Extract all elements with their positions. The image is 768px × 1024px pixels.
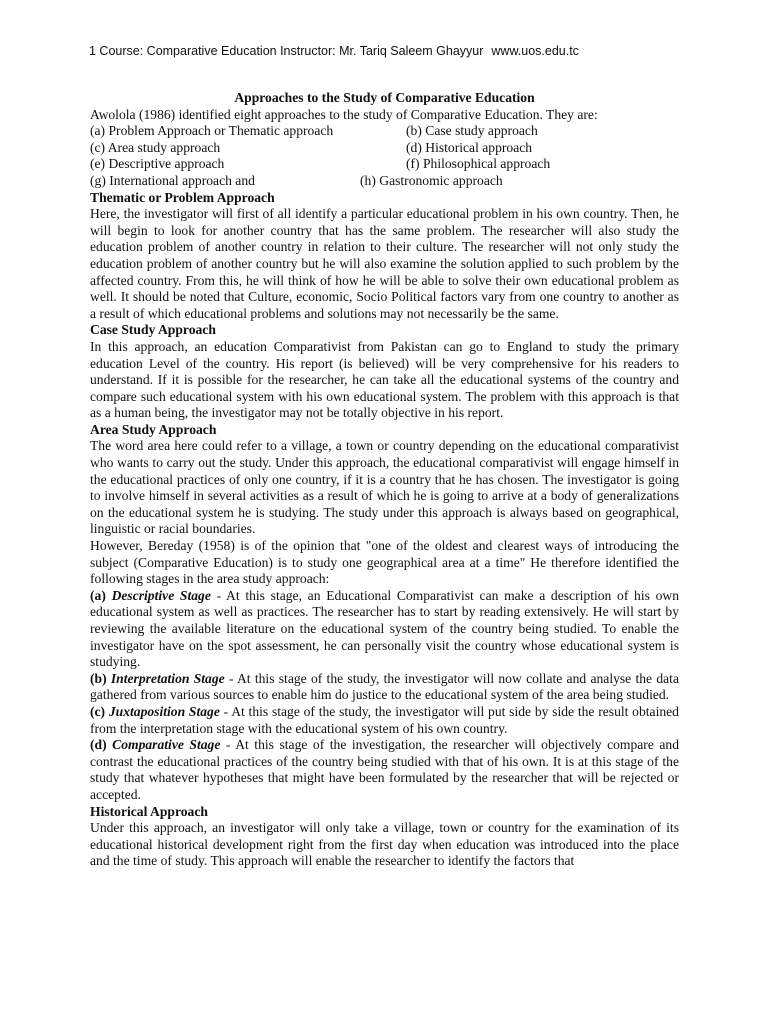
approach-item: (c) Area study approach [90, 139, 221, 155]
stage-paragraph-interpretation [90, 671, 679, 704]
historical-paragraph: Under this approach, an investigator will only take a village, town or country for the examination of its educational historical development right from the first day when education was introduced into the place and the time of study. This approach will enable the researcher to identify the factors that [90, 820, 679, 869]
stage-label: (d) [90, 737, 107, 753]
area-study-paragraph: The word area here could refer to a village, a town or country depending on the educational comparativist who wants to carry out the study. Under this approach, the educational comparativist will engage himself in the educational practices of only one country, if it is a country that he has chosen. The investigator is going to involve himself in several activities as a result of which he is going to arrive at a body of generalizations on the educational system he is studying. The study under this approach is always based on geographical, linguistic or racial boundaries. [90, 438, 679, 537]
bereday-paragraph: However, Bereday (1958) is of the opinion that "one of the oldest and clearest ways of introducing the subject (Comparative Education) is to study one geographical area at a time" He therefore identified the following stages in the area study approach: [90, 538, 679, 587]
stage-text: - At this stage of the study, the investigator will put side by side the result obtained from the interpretation stage with the educational system of his own country. [90, 703, 679, 736]
page-header [89, 44, 579, 58]
stage-text: - At this stage of the study, the investigator will now collate and analyse the data gathered from various sources to enable him do justice to the educational system of the area being studied. [90, 670, 679, 703]
stage-paragraph-juxtaposition [90, 704, 679, 737]
document-body [90, 90, 679, 870]
approach-item: (f) Philosophical approach [406, 156, 551, 172]
approaches-list-last-row [90, 173, 679, 190]
approach-item: (e) Descriptive approach [90, 156, 225, 172]
stage-name: Descriptive Stage [111, 587, 211, 603]
stage-label: (a) [90, 587, 106, 603]
stage-label: (c) [90, 703, 106, 719]
section-heading-area-study: Area Study Approach [90, 421, 217, 437]
approaches-list [90, 123, 679, 173]
document-title: Approaches to the Study of Comparative Education [234, 90, 535, 105]
approach-item: (d) Historical approach [406, 139, 533, 155]
section-heading-historical: Historical Approach [90, 803, 208, 819]
stage-name: Interpretation Stage [110, 670, 225, 686]
approach-item: (g) International approach and [90, 172, 255, 188]
stage-paragraph-comparative [90, 737, 679, 803]
intro-paragraph: Awolola (1986) identified eight approaches to the study of Comparative Education. They are: [90, 106, 598, 122]
stage-label: (b) [90, 670, 107, 686]
thematic-paragraph: Here, the investigator will first of all identify a particular educational problem in his own country. Then, he will begin to look for another country that has the same problem. The researcher will also study the education problem of another country in relation to their culture. The researcher will not only study the education problem of another country but he will also examine the solution applied to such problem by the affected country. From this, he will think of how he will be able to solve their own educational problem as well. It should be noted that Culture, economic, Socio Political factors vary from one country to another as a result of which educational problems and solutions may not necessarily be the same. [90, 206, 679, 321]
approach-item: (a) Problem Approach or Thematic approach [90, 123, 334, 139]
approach-item: (h) Gastronomic approach [360, 172, 503, 188]
section-heading-case-study: Case Study Approach [90, 322, 216, 338]
stage-paragraph-descriptive [90, 588, 679, 671]
stage-name: Juxtaposition Stage [108, 703, 220, 719]
stage-name: Comparative Stage [112, 737, 221, 753]
course-header-text: 1 Course: Comparative Education Instructor: Mr. Tariq Saleem Ghayyur [89, 44, 484, 58]
stage-text: - At this stage of the investigation, the researcher will objectively compare and contrast the educational practices of the country being studied with that of his own. It is at this stage of the study that whatever hypotheses that might have been formulated by the researcher that will be rejected or accepted. [90, 737, 680, 802]
approach-item: (b) Case study approach [406, 123, 538, 139]
stage-text: - At this stage, an Educational Comparativist can make a description of his own educational system as well as practices. The researcher has to start by reading extensively. He will start by reviewing the available literature on the educational system of the country being studied. To enable the investigator have on the spot assessment, he can personally visit the country whose educational system is studying. [90, 587, 680, 670]
website-link[interactable]: www.uos.edu.tc [491, 44, 579, 58]
section-heading-thematic: Thematic or Problem Approach [90, 189, 275, 205]
case-study-paragraph: In this approach, an education Comparativist from Pakistan can go to England to study the primary education Level of the country. His report (is believed) will be very comprehensive for his readers to understand. If it is possible for the researcher, he can take all the educational systems of the country and compare such educational system with his own educational system. The problem with this approach is that as a human being, the investigator may not be totally objective in his report. [90, 338, 679, 421]
